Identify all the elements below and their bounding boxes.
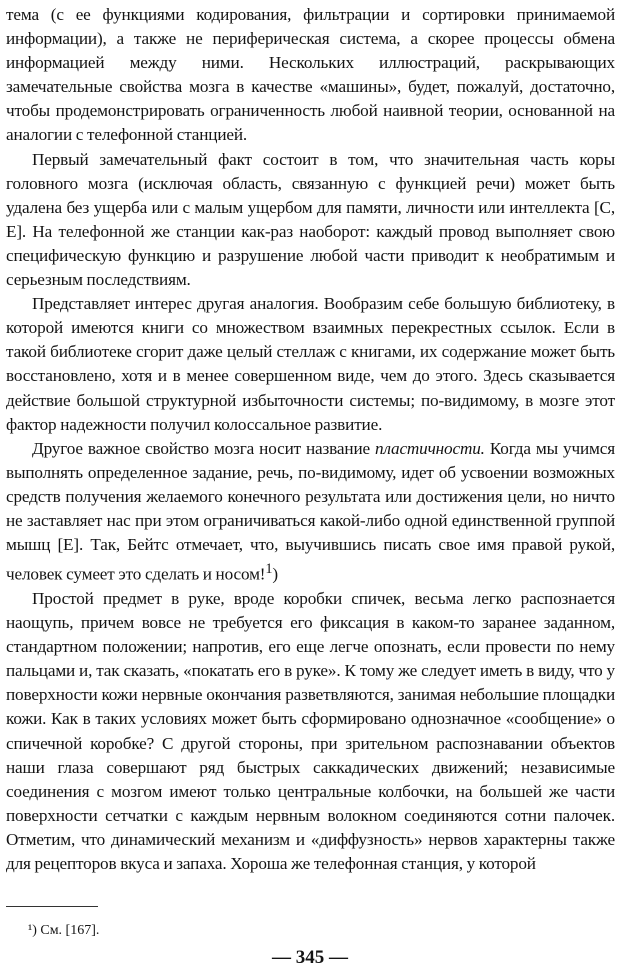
footnote (28, 922, 99, 940)
main-text (6, 3, 615, 876)
paragraph-text: Другое важное свойство мозга носит название (32, 438, 375, 458)
footnote-marker: ¹) (28, 923, 37, 938)
paragraph-text: Первый замечательный факт состоит в том, что значительная часть коры головного мозга (исключая область, связанную с функцией речи) может быть удалена без ущерба или с малым ущербом для памяти, личности или интеллекта [С, Е]. На телефонной же станции как-раз наоборот: каждый провод выполняет свою специфическую функцию и разрушение любой части приводит к необратимым и серьезным последствиям. (6, 149, 615, 290)
paragraph-3 (6, 292, 615, 437)
paragraph-text: Простой предмет в руке, вроде коробки спичек, весьма легко распознается наощупь, причем вовсе не требуется его фиксация в каком-то заранее заданном, стандартном положении; напротив, его еще легче опознать, если провести по нему пальцами и, так сказать, «покатать его в руке». К тому же следует иметь в виду, что у поверхности кожи нервные окончания разветвляются, занимая небольшие площадки кожи. Как в таких условиях может быть сформировано однозначное «сообщение» о спичечной коробке? С другой стороны, при зрительном распознавании объектов наши глаза совершают ряд быстрых саккадических движений; независимые соединения с мозгом имеют только центральные колбочки, на большей же части поверхности сетчатки с каждым нервным волокном соединяются сотни палочек. Отметим, что динамический механизм и «диффузность» нервов характерны также для рецепторов вкуса и запаха. Хороша же телефонная станция, у которой (6, 588, 615, 874)
footnote-text: См. [167]. (40, 923, 100, 938)
paragraph-4 (6, 437, 615, 587)
paragraph-2 (6, 148, 615, 293)
footnote-reference: 1 (265, 561, 273, 578)
paragraph-5 (6, 587, 615, 876)
footnote-divider (6, 906, 98, 907)
paragraph-text: ) (272, 564, 278, 584)
paragraph-1 (6, 3, 615, 148)
paragraph-text: тема (с ее функциями кодирования, фильтрации и сортировки принимаемой информации), а также не периферическая система, а скорее процессы обмена информацией между ними. Нескольких иллюстраций, раскрывающих замечательные свойства мозга в качестве «машины», будет, пожалуй, достаточно, чтобы продемонстрировать ограниченность любой наивной теории, основанной на аналогии с телефонной станцией. (6, 5, 615, 145)
paragraph-text: Представляет интерес другая аналогия. Вообразим себе большую библиотеку, в которой имеются книги со множеством взаимных перекрестных ссылок. Если в такой библиотеке сгорит даже целый стеллаж с книгами, их содержание может быть восстановлено, хотя и в менее совершенном виде, чем до этого. Здесь сказывается действие большой структурной избыточности системы; по-видимому, в мозге этот фактор надежности получил колоссальное развитие. (6, 294, 615, 434)
paragraph-text: Когда мы учимся выполнять определенное задание, речь, по-видимому, идет об усвоении возможных средств получения желаемого конечного результата или достижения цели, но ничто не заставляет нас при этом ограничиваться какой-либо одной единственной группой мышц [Е]. Так, Бейтс отмечает, что, выучившись писать свое имя правой рукой, человек сумеет это сделать и носом! (6, 438, 615, 584)
emphasis-term: пластичности. (375, 438, 485, 458)
page-number: — 345 — (272, 947, 348, 968)
